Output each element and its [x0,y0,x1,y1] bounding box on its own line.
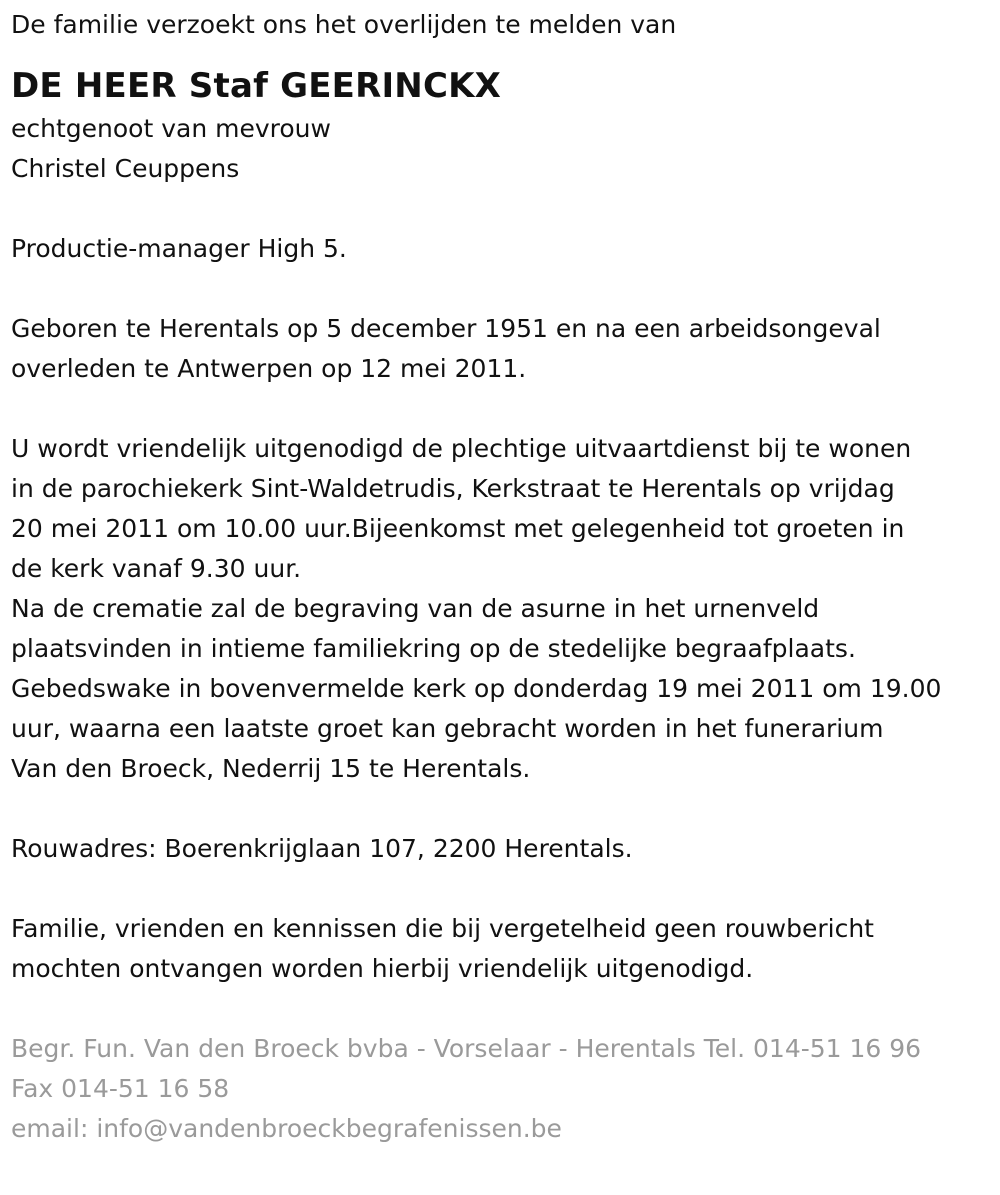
funeral-home-footer [11,1029,1000,1149]
paragraph-line: 20 mei 2011 om 10.00 uur.Bijeenkomst met gelegenheid tot groeten in [11,514,905,543]
funeral-home-contact: Begr. Fun. Van den Broeck bvba - Vorselaar - Herentals Tel. 014-51 16 96 [11,1034,922,1063]
mourning-address: Rouwadres: Boerenkrijglaan 107, 2200 Herentals. [11,834,633,863]
paragraph-line: Van den Broeck, Nederrij 15 te Herentals. [11,754,531,783]
paragraph-line: Familie, vrienden en kennissen die bij vergetelheid geen rouwbericht [11,914,874,943]
birth-death-paragraph [11,309,1000,389]
deceased-name: DE HEER Staf GEERINCKX [11,66,502,106]
paragraph-line: uur, waarna een laatste groet kan gebracht worden in het funerarium [11,714,884,743]
intro-text: De familie verzoekt ons het overlijden te melden van [11,10,677,39]
spacer [11,389,1000,429]
paragraph-line: plaatsvinden in intieme familiekring op de stedelijke begraafplaats. [11,634,856,663]
spouse-line-1: echtgenoot van mevrouw [11,114,331,143]
paragraph-line: in de parochiekerk Sint-Waldetrudis, Kerkstraat te Herentals op vrijdag [11,474,895,503]
service-paragraph [11,429,1000,789]
invitation-paragraph [11,909,1000,989]
paragraph-line: Gebedswake in bovenvermelde kerk op donderdag 19 mei 2011 om 19.00 [11,674,942,703]
paragraph-line: Na de crematie zal de begraving van de asurne in het urnenveld [11,594,820,623]
spacer [11,269,1000,309]
paragraph-line: U wordt vriendelijk uitgenodigd de plechtige uitvaartdienst bij te wonen [11,434,912,463]
paragraph-line: de kerk vanaf 9.30 uur. [11,554,302,583]
spacer [11,789,1000,829]
obituary-notice [0,5,1000,1195]
paragraph-line: Geboren te Herentals op 5 december 1951 en na een arbeidsongeval [11,314,881,343]
spacer [11,989,1000,1029]
paragraph-line: overleden te Antwerpen op 12 mei 2011. [11,354,527,383]
spacer [11,869,1000,909]
paragraph-line: mochten ontvangen worden hierbij vriendelijk uitgenodigd. [11,954,754,983]
spouse-line-2: Christel Ceuppens [11,154,240,183]
spacer [11,189,1000,229]
profession-text: Productie-manager High 5. [11,234,347,263]
email-address: email: info@vandenbroeckbegrafenissen.be [11,1114,562,1143]
fax-number: Fax 014-51 16 58 [11,1074,230,1103]
